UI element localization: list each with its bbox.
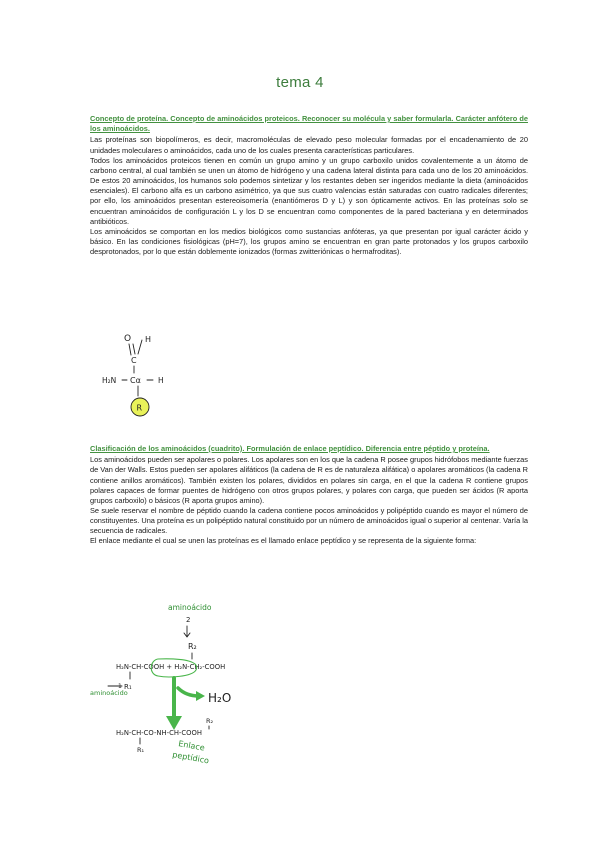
r1-bottom-label: R₁ (137, 746, 145, 754)
amino-group-label: H₂N (102, 376, 117, 385)
paragraph: Las proteínas son biopolímeros, es decir, macromoléculas de elevado peso molecular formadas por el encadenamiento de 20 unidades moleculares o aminoácidos, cada uno de los cuales presenta características particulares. (90, 135, 528, 155)
paragraph: Los aminoácidos se comportan en los medios biológicos como sustancias anfóteras, ya que presentan por igual carácter ácido y básico. En las condiciones fisiológicas (pH=7), los grupos amino se encuentran en gran parte protonados y los grupos carboxilo desprotonados, por lo que están doblemente ionizados (formas zwitteriónicas o hermafroditas). (90, 226, 528, 257)
green-arrow-down-head (166, 716, 182, 730)
bond-line (138, 340, 142, 354)
section-clasificacion-aminoacidos (90, 444, 528, 547)
r-group-label: R (136, 403, 143, 413)
number-2-label: 2 (186, 616, 191, 624)
r2-top-label: R₂ (188, 642, 197, 651)
number-1-label: 1 (118, 683, 122, 690)
paragraph: El enlace mediante el cual se unen las proteínas es el llamado enlace peptídico y se representa de la siguiente forma: (90, 536, 477, 546)
page-title: tema 4 (276, 74, 324, 91)
aminoacid-structure-figure (95, 330, 205, 430)
bond-line (133, 344, 135, 354)
bond-line (129, 344, 131, 355)
carbon-top-label: C (131, 356, 137, 365)
paragraph: Todos los aminoácidos proteicos tienen en común un grupo amino y un grupo carboxilo unidos covalentemente a un átomo de carbono central, al cual también se unen un átomo de hidrógeno y una cadena lateral distinta para cada uno de los 20 aminoácidos. De estos 20 aminoácidos, los humanos solo podemos sintetizar y los restantes deben ser ingeridos mediante la dieta (aminoácidos esenciales). El carbono alfa es un carbono asimétrico, ya que sus cuatro valencias están saturadas con cuatro radicales diferentes; por ello, los aminoácidos presentan estereoisomería (enantiómeros D y L) y son ópticamente activos. En las proteínas solo se encuentran aminoácidos de configuración L y los D se encuentran como componentes de la pared bacteriana y en determinados antibióticos. (90, 155, 528, 226)
hydrogen-top-label: H (145, 335, 152, 344)
aminoacido-2-label: aminoácido (168, 603, 212, 612)
paragraph: Los aminoácidos pueden ser apolares o polares. Los apolares son en los que la cadena R posee grupos hidrófobos mediante fuerzas de Van der Walls. Estos pueden ser apolares alifáticos (la cadena de R es de naturaleza alifática) o apolares aromáticos (la cadena R contiene anillos aromáticos). También existen los polares, divididos en polares sin carga, en el que la cadena R contiene grupos polares capaces de formar puentes de hidrógeno con otros grupos polares, y polares con carga, que pueden ser ácidos (R aporta grupos carboxilo) o básicos (R aporta grupos amino). (90, 455, 528, 505)
reactants-formula: H₂N-CH-COOH + H₂N-CH₂-COOH (116, 663, 226, 671)
section-heading: Concepto de proteína. Concepto de aminoácidos proteicos. Reconocer su molécula y saber formularla. Carácter anfótero de los aminoácidos. (90, 114, 528, 134)
section-heading: Clasificación de los aminoácidos (cuadrito). Formulación de enlace peptídico. Diferencia entre péptido y proteína. (90, 444, 490, 453)
green-arrow-water-head (196, 691, 205, 701)
r1-left-label: R₁ (124, 683, 132, 691)
green-arrow-water (178, 688, 199, 696)
peptidico-label: peptídico (171, 750, 210, 766)
r2-bottom-label: R₂ (206, 717, 214, 725)
water-label: H₂O (208, 691, 232, 705)
paragraph: Se suele reservar el nombre de péptido cuando la cadena contiene pocos aminoácidos y polipéptido cuando es mayor el número de constituyentes. Una proteína es un polipéptido natural constituido por un número de aminoácidos igual o superior al centenar. Varía la secuencia de radicales. (90, 505, 528, 536)
enlace-label: Enlace (177, 739, 206, 753)
oxygen-label: O (124, 334, 132, 344)
hydrogen-right-label: H (158, 376, 164, 385)
product-formula: H₂N-CH-CO-NH-CH-COOH (116, 729, 202, 737)
peptide-bond-figure (88, 598, 278, 766)
aminoacido-1-label: aminoácido (90, 689, 128, 697)
section-concepto-proteina (90, 114, 528, 257)
alpha-carbon-label: Cα (130, 376, 141, 385)
